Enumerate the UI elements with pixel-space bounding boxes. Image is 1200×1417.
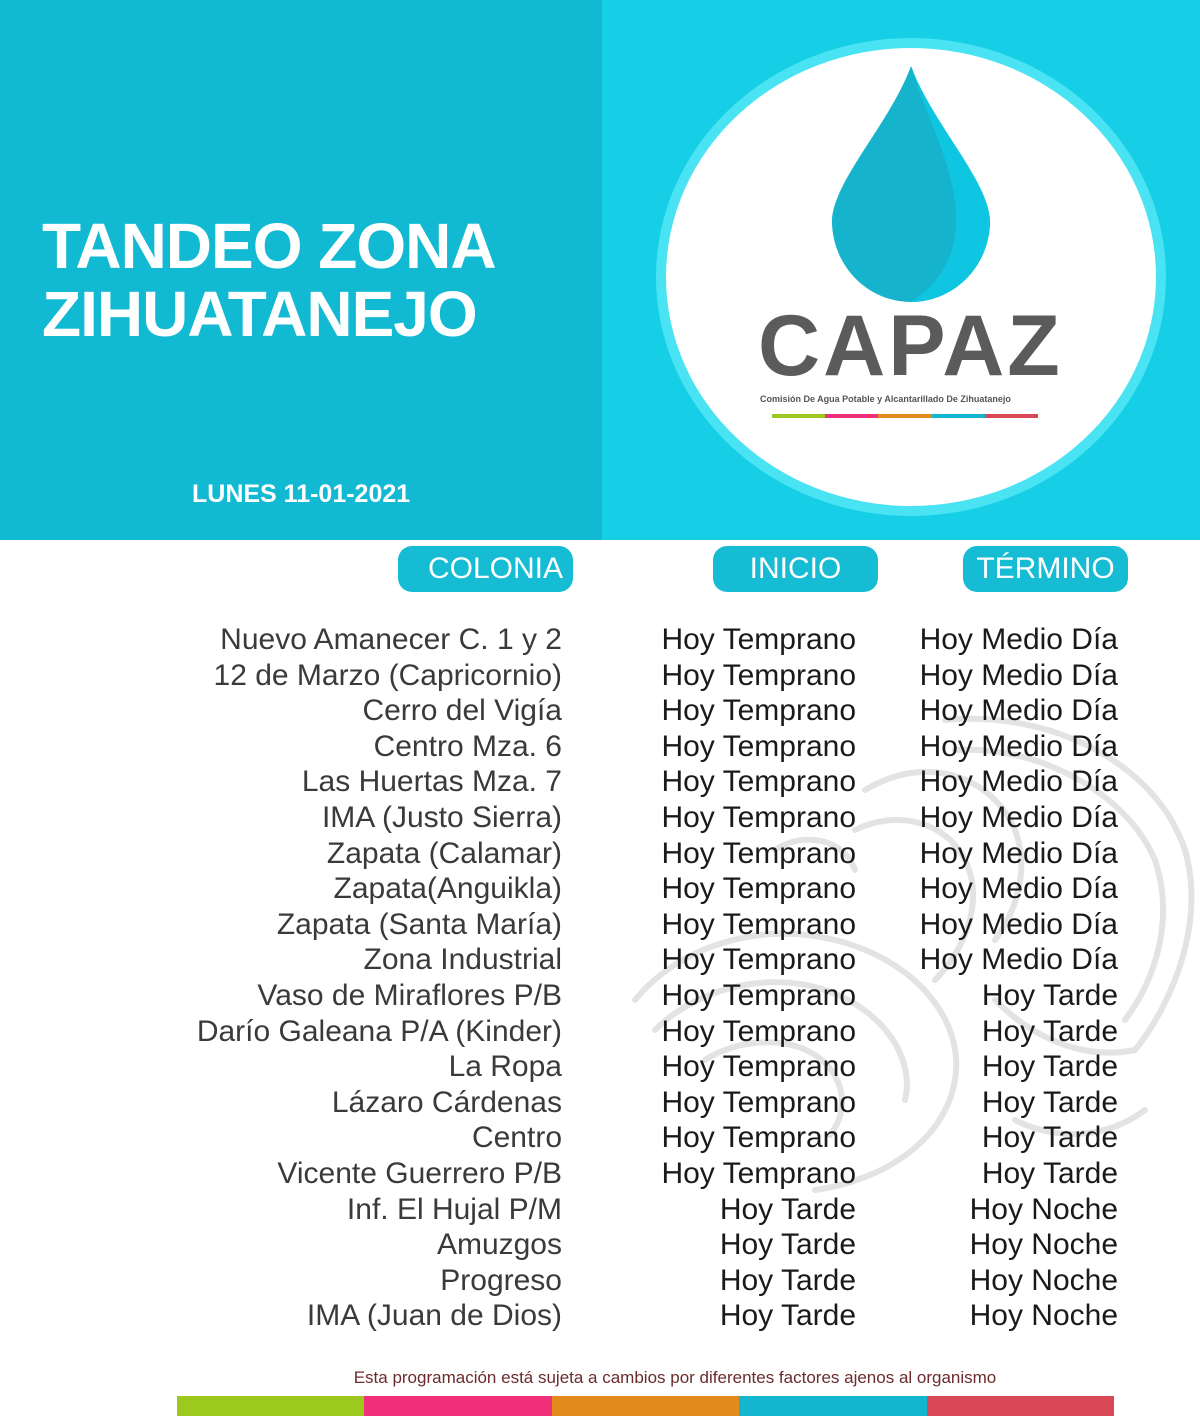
table-row [0, 1298, 1200, 1334]
inicio-cell: Hoy Tarde [719, 1299, 856, 1333]
table-row [0, 622, 1200, 658]
table-row [0, 693, 1200, 729]
footer-color-stripe [177, 1396, 1114, 1416]
table-row [0, 1120, 1200, 1156]
table-row [0, 1227, 1200, 1263]
termino-cell: Hoy Medio Día [919, 623, 1118, 656]
schedule-date: LUNES 11-01-2021 [192, 480, 411, 508]
table-row [0, 1049, 1200, 1085]
schedule-table [0, 622, 1200, 1334]
table-row [0, 1085, 1200, 1121]
inicio-cell: Hoy Tarde [719, 1192, 856, 1226]
table-row [0, 978, 1200, 1014]
colonia-cell: Vaso de Miraflores P/B [257, 978, 562, 1012]
termino-cell: Hoy Medio Día [919, 658, 1118, 692]
colonia-cell: Inf. El Hujal P/M [346, 1192, 562, 1226]
termino-cell: Hoy Medio Día [919, 872, 1118, 906]
table-row [0, 871, 1200, 907]
colonia-cell: Zapata (Calamar) [326, 836, 562, 870]
inicio-cell: Hoy Temprano [661, 1014, 856, 1048]
table-row [0, 729, 1200, 765]
table-row [0, 836, 1200, 872]
table-row [0, 907, 1200, 943]
colonia-cell: 12 de Marzo (Capricornio) [213, 658, 562, 692]
column-header-termino: TÉRMINO [963, 546, 1128, 592]
termino-cell: Hoy Noche [969, 1228, 1118, 1262]
termino-cell: Hoy Medio Día [919, 907, 1118, 941]
table-row [0, 1156, 1200, 1192]
termino-cell: Hoy Tarde [981, 1014, 1118, 1048]
termino-cell: Hoy Tarde [981, 1121, 1118, 1155]
termino-cell: Hoy Medio Día [919, 765, 1118, 799]
colonia-cell: Progreso [440, 1263, 562, 1297]
termino-cell: Hoy Noche [969, 1299, 1118, 1333]
inicio-cell: Hoy Temprano [661, 907, 856, 941]
inicio-cell: Hoy Tarde [719, 1263, 856, 1297]
inicio-cell: Hoy Tarde [719, 1228, 856, 1262]
termino-cell: Hoy Tarde [981, 978, 1118, 1012]
table-row [0, 1263, 1200, 1299]
colonia-cell: Lázaro Cárdenas [331, 1085, 562, 1119]
page-title [42, 212, 582, 348]
termino-cell: Hoy Tarde [981, 1050, 1118, 1084]
colonia-cell: Vicente Guerrero P/B [277, 1156, 562, 1190]
colonia-cell: Centro Mza. 6 [373, 729, 562, 763]
colonia-cell: IMA (Justo Sierra) [321, 800, 562, 834]
table-row [0, 800, 1200, 836]
inicio-cell: Hoy Temprano [661, 694, 856, 728]
inicio-cell: Hoy Temprano [661, 658, 856, 692]
page-title-line-2: ZIHUATANEJO [42, 278, 477, 350]
table-row [0, 764, 1200, 800]
column-header-colonia: COLONIA [398, 546, 573, 592]
inicio-cell: Hoy Temprano [661, 836, 856, 870]
colonia-cell: Amuzgos [436, 1228, 562, 1262]
colonia-cell: Zapata(Anguikla) [333, 872, 562, 906]
table-row [0, 1192, 1200, 1228]
colonia-cell: Nuevo Amanecer C. 1 y 2 [220, 623, 562, 656]
colonia-cell: Darío Galeana P/A (Kinder) [196, 1014, 562, 1048]
logo-brand-text: CAPAZ [758, 298, 1063, 394]
header-left-panel [0, 0, 602, 540]
colonia-cell: Zapata (Santa María) [276, 907, 562, 941]
termino-cell: Hoy Medio Día [919, 694, 1118, 728]
termino-cell: Hoy Tarde [981, 1085, 1118, 1119]
colonia-cell: Zona Industrial [363, 943, 562, 977]
termino-cell: Hoy Medio Día [919, 836, 1118, 870]
colonia-cell: La Ropa [448, 1050, 562, 1084]
table-row [0, 658, 1200, 694]
inicio-cell: Hoy Temprano [661, 729, 856, 763]
inicio-cell: Hoy Temprano [661, 943, 856, 977]
inicio-cell: Hoy Temprano [661, 1156, 856, 1190]
colonia-cell: Las Huertas Mza. 7 [301, 765, 562, 799]
termino-cell: Hoy Tarde [981, 1156, 1118, 1190]
logo-color-stripe [772, 414, 1038, 418]
inicio-cell: Hoy Temprano [661, 765, 856, 799]
table-row [0, 1014, 1200, 1050]
disclaimer-note: Esta programación está sujeta a cambios por diferentes factores ajenos al organismo [353, 1368, 997, 1387]
colonia-cell: Cerro del Vigía [362, 694, 562, 728]
table-row [0, 942, 1200, 978]
termino-cell: Hoy Medio Día [919, 729, 1118, 763]
inicio-cell: Hoy Temprano [661, 1050, 856, 1084]
inicio-cell: Hoy Temprano [661, 978, 856, 1012]
inicio-cell: Hoy Temprano [661, 623, 856, 656]
colonia-cell: Centro [471, 1121, 562, 1155]
termino-cell: Hoy Noche [969, 1192, 1118, 1226]
water-drop-icon [830, 64, 992, 304]
inicio-cell: Hoy Temprano [661, 800, 856, 834]
column-header-inicio: INICIO [713, 546, 878, 592]
inicio-cell: Hoy Temprano [661, 1085, 856, 1119]
inicio-cell: Hoy Temprano [661, 872, 856, 906]
termino-cell: Hoy Medio Día [919, 800, 1118, 834]
logo-subtitle: Comisión De Agua Potable y Alcantarillado De Zihuatanejo [760, 394, 1011, 404]
termino-cell: Hoy Noche [969, 1263, 1118, 1297]
page-title-line-1: TANDEO ZONA [42, 210, 496, 282]
colonia-cell: IMA (Juan de Dios) [306, 1299, 562, 1333]
termino-cell: Hoy Medio Día [919, 943, 1118, 977]
inicio-cell: Hoy Temprano [661, 1121, 856, 1155]
